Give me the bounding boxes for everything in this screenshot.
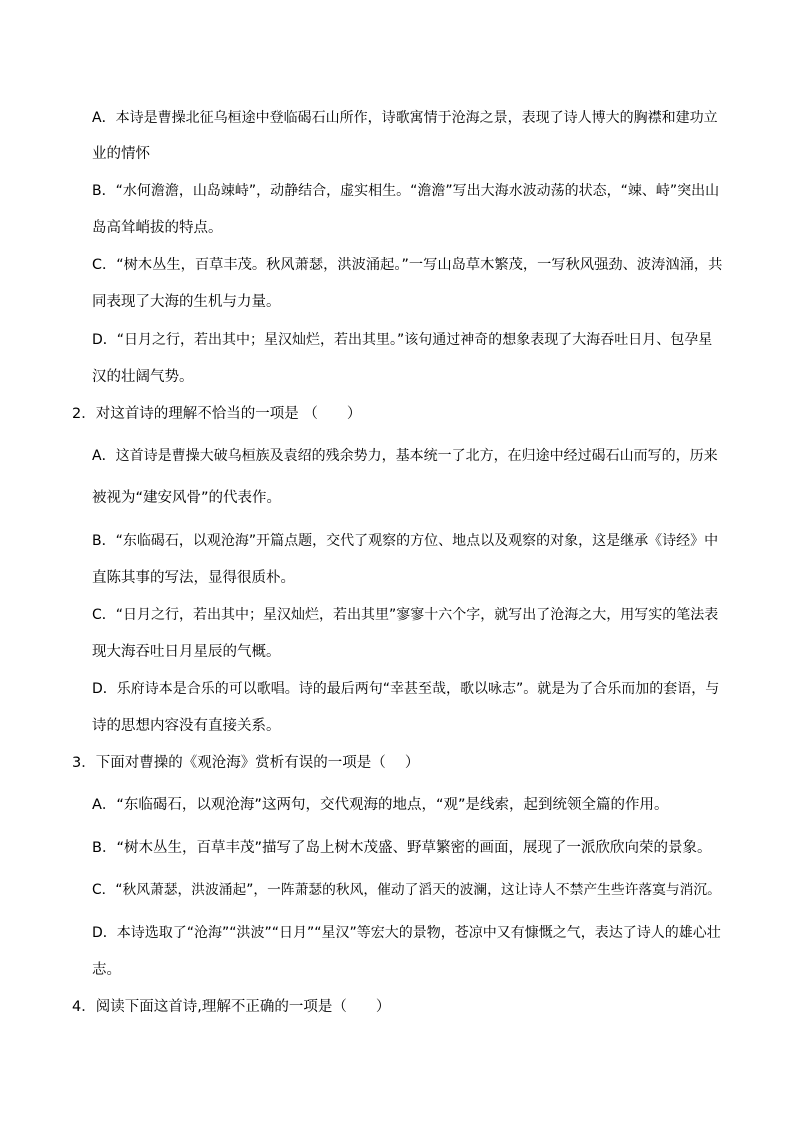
question-3-number: 3． xyxy=(72,755,96,771)
question-4-text: 阅读下面这首诗,理解不正确的一项是（ ） xyxy=(95,999,391,1015)
q1-option-b-line-1: B．“水何澹澹，山岛竦峙”，动静结合，虚实相生。“澹澹”写出大海水波动荡的状态，“竦、峙”突出山 xyxy=(92,183,720,199)
q3-option-b: B．“树木丛生，百草丰茂”描写了岛上树木茂盛、野草繁密的画面，展现了一派欣欣向荣的景象。 xyxy=(92,840,712,856)
question-3-text: 下面对曹操的《观沧海》赏析有误的一项是（ ） xyxy=(95,755,420,771)
question-2-number: 2． xyxy=(72,406,96,422)
q2-option-b-line-1: B．“东临碣石，以观沧海”开篇点题，交代了观察的方位、地点以及观察的对象，这是继承《诗经》中 xyxy=(92,533,719,549)
question-2-stem xyxy=(72,404,361,424)
q2-option-c-line-1: C．“日月之行，若出其中；星汉灿烂，若出其里”寥寥十六个字，就写出了沧海之大，用写实的笔法表 xyxy=(92,607,719,623)
q3-option-a: A．“东临碣石，以观沧海”这两句，交代观海的地点，“观”是线索，起到统领全篇的作用。 xyxy=(92,797,669,813)
q2-option-d-line-1: D．乐府诗本是合乐的可以歌唱。诗的最后两句“幸甚至哉，歌以咏志”。就是为了合乐而加的套语，与 xyxy=(92,681,720,697)
question-4-number: 4． xyxy=(72,999,96,1015)
q2-option-c-line-2: 现大海吞吐日月星辰的气概。 xyxy=(92,644,281,660)
q1-option-d-line-1: D．“日月之行，若出其中；星汉灿烂，若出其里。”该句通过神奇的想象表现了大海吞吐日月、包孕星 xyxy=(92,332,713,348)
question-4-stem xyxy=(72,997,390,1017)
q2-option-a-line-1: A．这首诗是曹操大破乌桓族及袁绍的残余势力，基本统一了北方，在归途中经过碣石山而写的，历来 xyxy=(92,448,718,464)
q1-option-a-line-1: A．本诗是曹操北征乌桓途中登临碣石山所作，诗歌寓情于沧海之景，表现了诗人博大的胸襟和建功立 xyxy=(92,110,718,126)
q2-option-a-line-2: 被视为“建安风骨”的代表作。 xyxy=(92,490,282,506)
q2-option-b-line-2: 直陈其事的写法，显得很质朴。 xyxy=(92,570,295,586)
q2-option-d-line-2: 诗的思想内容没有直接关系。 xyxy=(92,718,281,734)
q3-option-d-line-2: 志。 xyxy=(92,962,121,978)
q1-option-c-line-1: C．“树木丛生，百草丰茂。秋风萧瑟，洪波涌起。”一写山岛草木繁茂，一写秋风强劲、波涛汹涌，共 xyxy=(92,257,723,273)
question-2-text: 对这首诗的理解不恰当的一项是 （ ） xyxy=(95,406,362,422)
q3-option-c: C．“秋风萧瑟，洪波涌起”，一阵萧瑟的秋风，催动了滔天的波澜，这让诗人不禁产生些许落寞与消沉。 xyxy=(92,882,721,898)
q1-option-d-line-2: 汉的壮阔气势。 xyxy=(92,369,194,385)
q1-option-c-line-2: 同表现了大海的生机与力量。 xyxy=(92,294,281,310)
q3-option-d-line-1: D．本诗选取了“沧海”“洪波”“日月”“星汉”等宏大的景物，苍凉中又有慷慨之气，表达了诗人的雄心壮 xyxy=(92,925,721,941)
q1-option-b-line-2: 岛高耸峭拔的特点。 xyxy=(92,220,223,236)
question-3-stem xyxy=(72,753,419,773)
q1-option-a-line-2: 业的情怀 xyxy=(92,146,150,162)
